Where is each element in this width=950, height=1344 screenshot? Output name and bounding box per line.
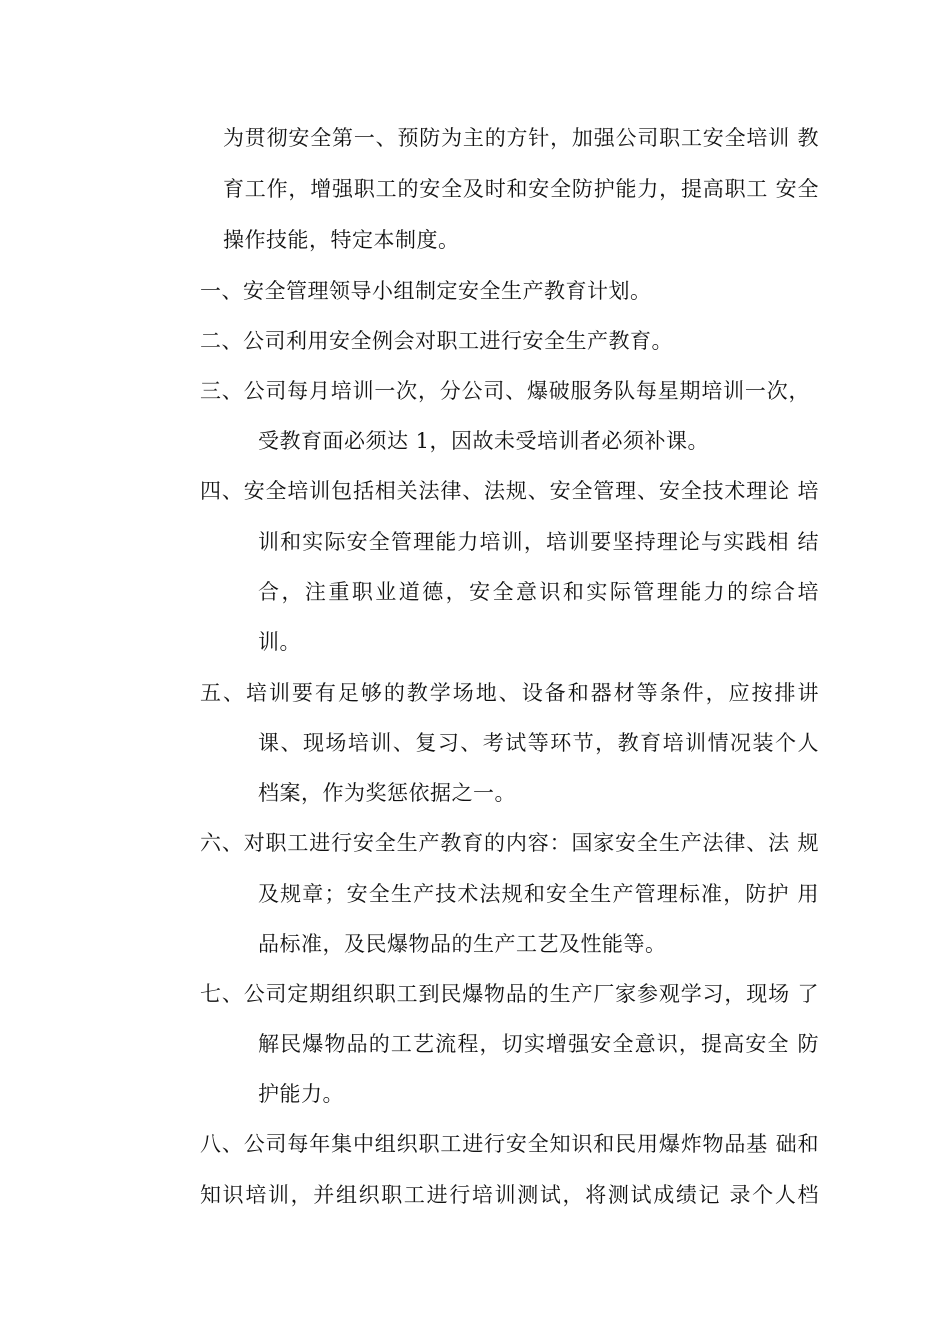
list-item-line: 及规章；安全生产技术法规和安全生产管理标准，防护 用 [258,882,819,906]
intro-line: 操作技能，特定本制度。 [223,228,460,252]
list-item-line: 八、公司每年集中组织职工进行安全知识和民用爆炸物品基 础和 [200,1132,819,1156]
list-item-line: 护能力。 [258,1082,344,1106]
intro-line: 为贯彻安全第一、预防为主的方针，加强公司职工安全培训 教 [223,126,819,150]
list-item-line: 训。 [258,630,301,654]
list-item-line: 七、公司定期组织职工到民爆物品的生产厂家参观学习，现场 了 [200,982,819,1006]
list-item-line: 三、公司每月培训一次，分公司、爆破服务队每星期培训一次， [200,379,810,403]
intro-line: 育工作，增强职工的安全及时和安全防护能力，提高职工 安全 [223,177,819,201]
list-item-line: 五、培训要有足够的教学场地、设备和器材等条件，应按排讲 [200,681,819,705]
list-item-line: 一、安全管理领导小组制定安全生产教育计划。 [200,279,652,303]
list-item-line: 解民爆物品的工艺流程，切实增强安全意识，提高安全 防 [258,1032,819,1056]
list-item-line: 训和实际安全管理能力培训，培训要坚持理论与实践相 结 [258,530,819,554]
list-item-line: 知识培训，并组织职工进行培训测试，将测试成绩记 录个人档 [200,1183,819,1207]
list-item-line: 二、公司利用安全例会对职工进行安全生产教育。 [200,329,673,353]
list-item-line: 品标准，及民爆物品的生产工艺及性能等。 [258,932,667,956]
list-item-line: 四、安全培训包括相关法律、法规、安全管理、安全技术理论 培 [200,479,819,503]
list-item-line: 课、现场培训、复习、考试等环节，教育培训情况装个人 [258,731,819,755]
list-item-line: 受教育面必须达 1，因故未受培训者必须补课。 [258,429,710,453]
list-item-line: 合，注重职业道德，安全意识和实际管理能力的综合培 [258,580,819,604]
list-item-line: 档案，作为奖惩依据之一。 [258,781,516,805]
list-item-line: 六、对职工进行安全生产教育的内容：国家安全生产法律、法 规 [200,831,819,855]
